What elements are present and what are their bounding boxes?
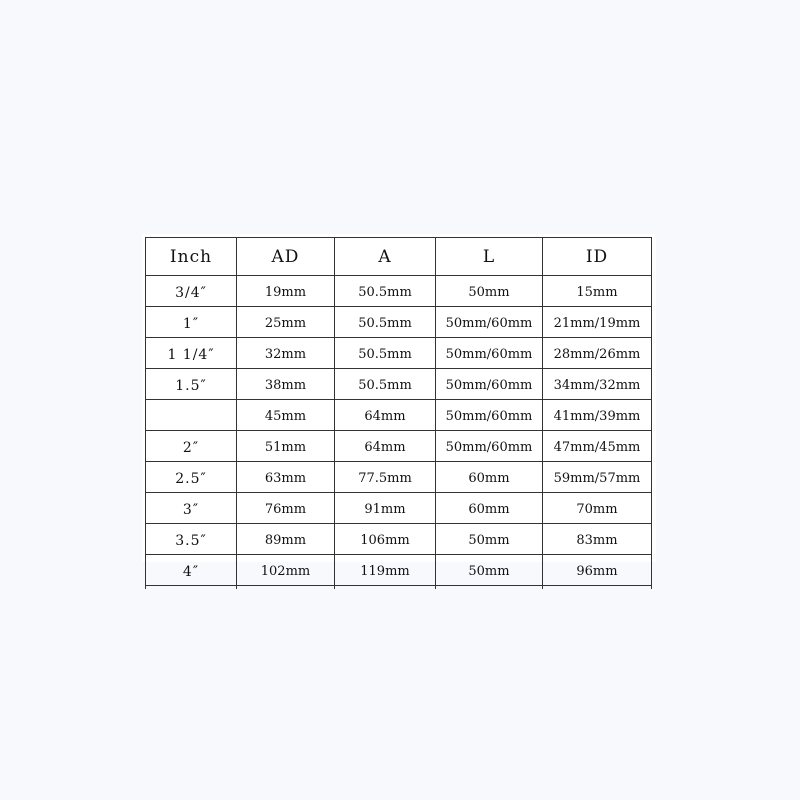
cell-id: 47mm/45mm — [543, 431, 652, 462]
size-spec-table — [145, 237, 652, 589]
cell-ad: 76mm — [237, 493, 335, 524]
cell-ad: 38mm — [237, 369, 335, 400]
cell-a: 64mm — [335, 400, 436, 431]
cell-a: 64mm — [335, 431, 436, 462]
cell-ad: 63mm — [237, 462, 335, 493]
cell-l: 50mm/60mm — [436, 307, 543, 338]
table-row — [146, 338, 652, 369]
cell-l: 50mm — [436, 555, 543, 586]
cell-id: 70mm — [543, 493, 652, 524]
cell-l: 60mm — [436, 462, 543, 493]
cell-inch: 3″ — [146, 493, 237, 524]
cell-id: 15mm — [543, 276, 652, 307]
cell-id: 41mm/39mm — [543, 400, 652, 431]
cell-l: 50mm/60mm — [436, 431, 543, 462]
cell-ad: 45mm — [237, 400, 335, 431]
cell-l: 50mm/60mm — [436, 338, 543, 369]
cell-inch: 2″ — [146, 431, 237, 462]
cell-inch: 3.5″ — [146, 524, 237, 555]
cell-empty — [237, 586, 335, 590]
cell-inch: 1.5″ — [146, 369, 237, 400]
cell-inch: 4″ — [146, 555, 237, 586]
cell-a: 50.5mm — [335, 307, 436, 338]
cell-inch — [146, 400, 237, 431]
cell-l: 50mm/60mm — [436, 400, 543, 431]
table-row-cutoff — [146, 586, 652, 590]
table-row — [146, 493, 652, 524]
cell-l: 60mm — [436, 493, 543, 524]
header-id: ID — [543, 238, 652, 276]
table-row — [146, 400, 652, 431]
cell-inch: 2.5″ — [146, 462, 237, 493]
header-ad: AD — [237, 238, 335, 276]
spec-sheet — [142, 234, 656, 580]
cell-ad: 25mm — [237, 307, 335, 338]
cell-a: 50.5mm — [335, 338, 436, 369]
cell-empty — [146, 586, 237, 590]
cell-id: 59mm/57mm — [543, 462, 652, 493]
table-row — [146, 307, 652, 338]
cell-ad: 89mm — [237, 524, 335, 555]
header-a: A — [335, 238, 436, 276]
cell-id: 96mm — [543, 555, 652, 586]
cell-l: 50mm — [436, 276, 543, 307]
cell-empty — [436, 586, 543, 590]
header-inch: Inch — [146, 238, 237, 276]
table-row — [146, 555, 652, 586]
table-header-row — [146, 238, 652, 276]
cell-inch: 1 1/4″ — [146, 338, 237, 369]
cell-id: 34mm/32mm — [543, 369, 652, 400]
cell-a: 50.5mm — [335, 369, 436, 400]
cell-id: 28mm/26mm — [543, 338, 652, 369]
cell-id: 21mm/19mm — [543, 307, 652, 338]
cell-a: 50.5mm — [335, 276, 436, 307]
cell-a: 91mm — [335, 493, 436, 524]
table-row — [146, 369, 652, 400]
cell-empty — [335, 586, 436, 590]
cell-l: 50mm/60mm — [436, 369, 543, 400]
table-row — [146, 431, 652, 462]
cell-id: 83mm — [543, 524, 652, 555]
cell-inch: 1″ — [146, 307, 237, 338]
cell-a: 106mm — [335, 524, 436, 555]
table-row — [146, 524, 652, 555]
cell-ad: 19mm — [237, 276, 335, 307]
table-row — [146, 276, 652, 307]
cell-ad: 32mm — [237, 338, 335, 369]
header-l: L — [436, 238, 543, 276]
cell-ad: 51mm — [237, 431, 335, 462]
cell-l: 50mm — [436, 524, 543, 555]
cell-inch: 3/4″ — [146, 276, 237, 307]
cell-empty — [543, 586, 652, 590]
cell-a: 119mm — [335, 555, 436, 586]
table-row — [146, 462, 652, 493]
cell-a: 77.5mm — [335, 462, 436, 493]
cell-ad: 102mm — [237, 555, 335, 586]
